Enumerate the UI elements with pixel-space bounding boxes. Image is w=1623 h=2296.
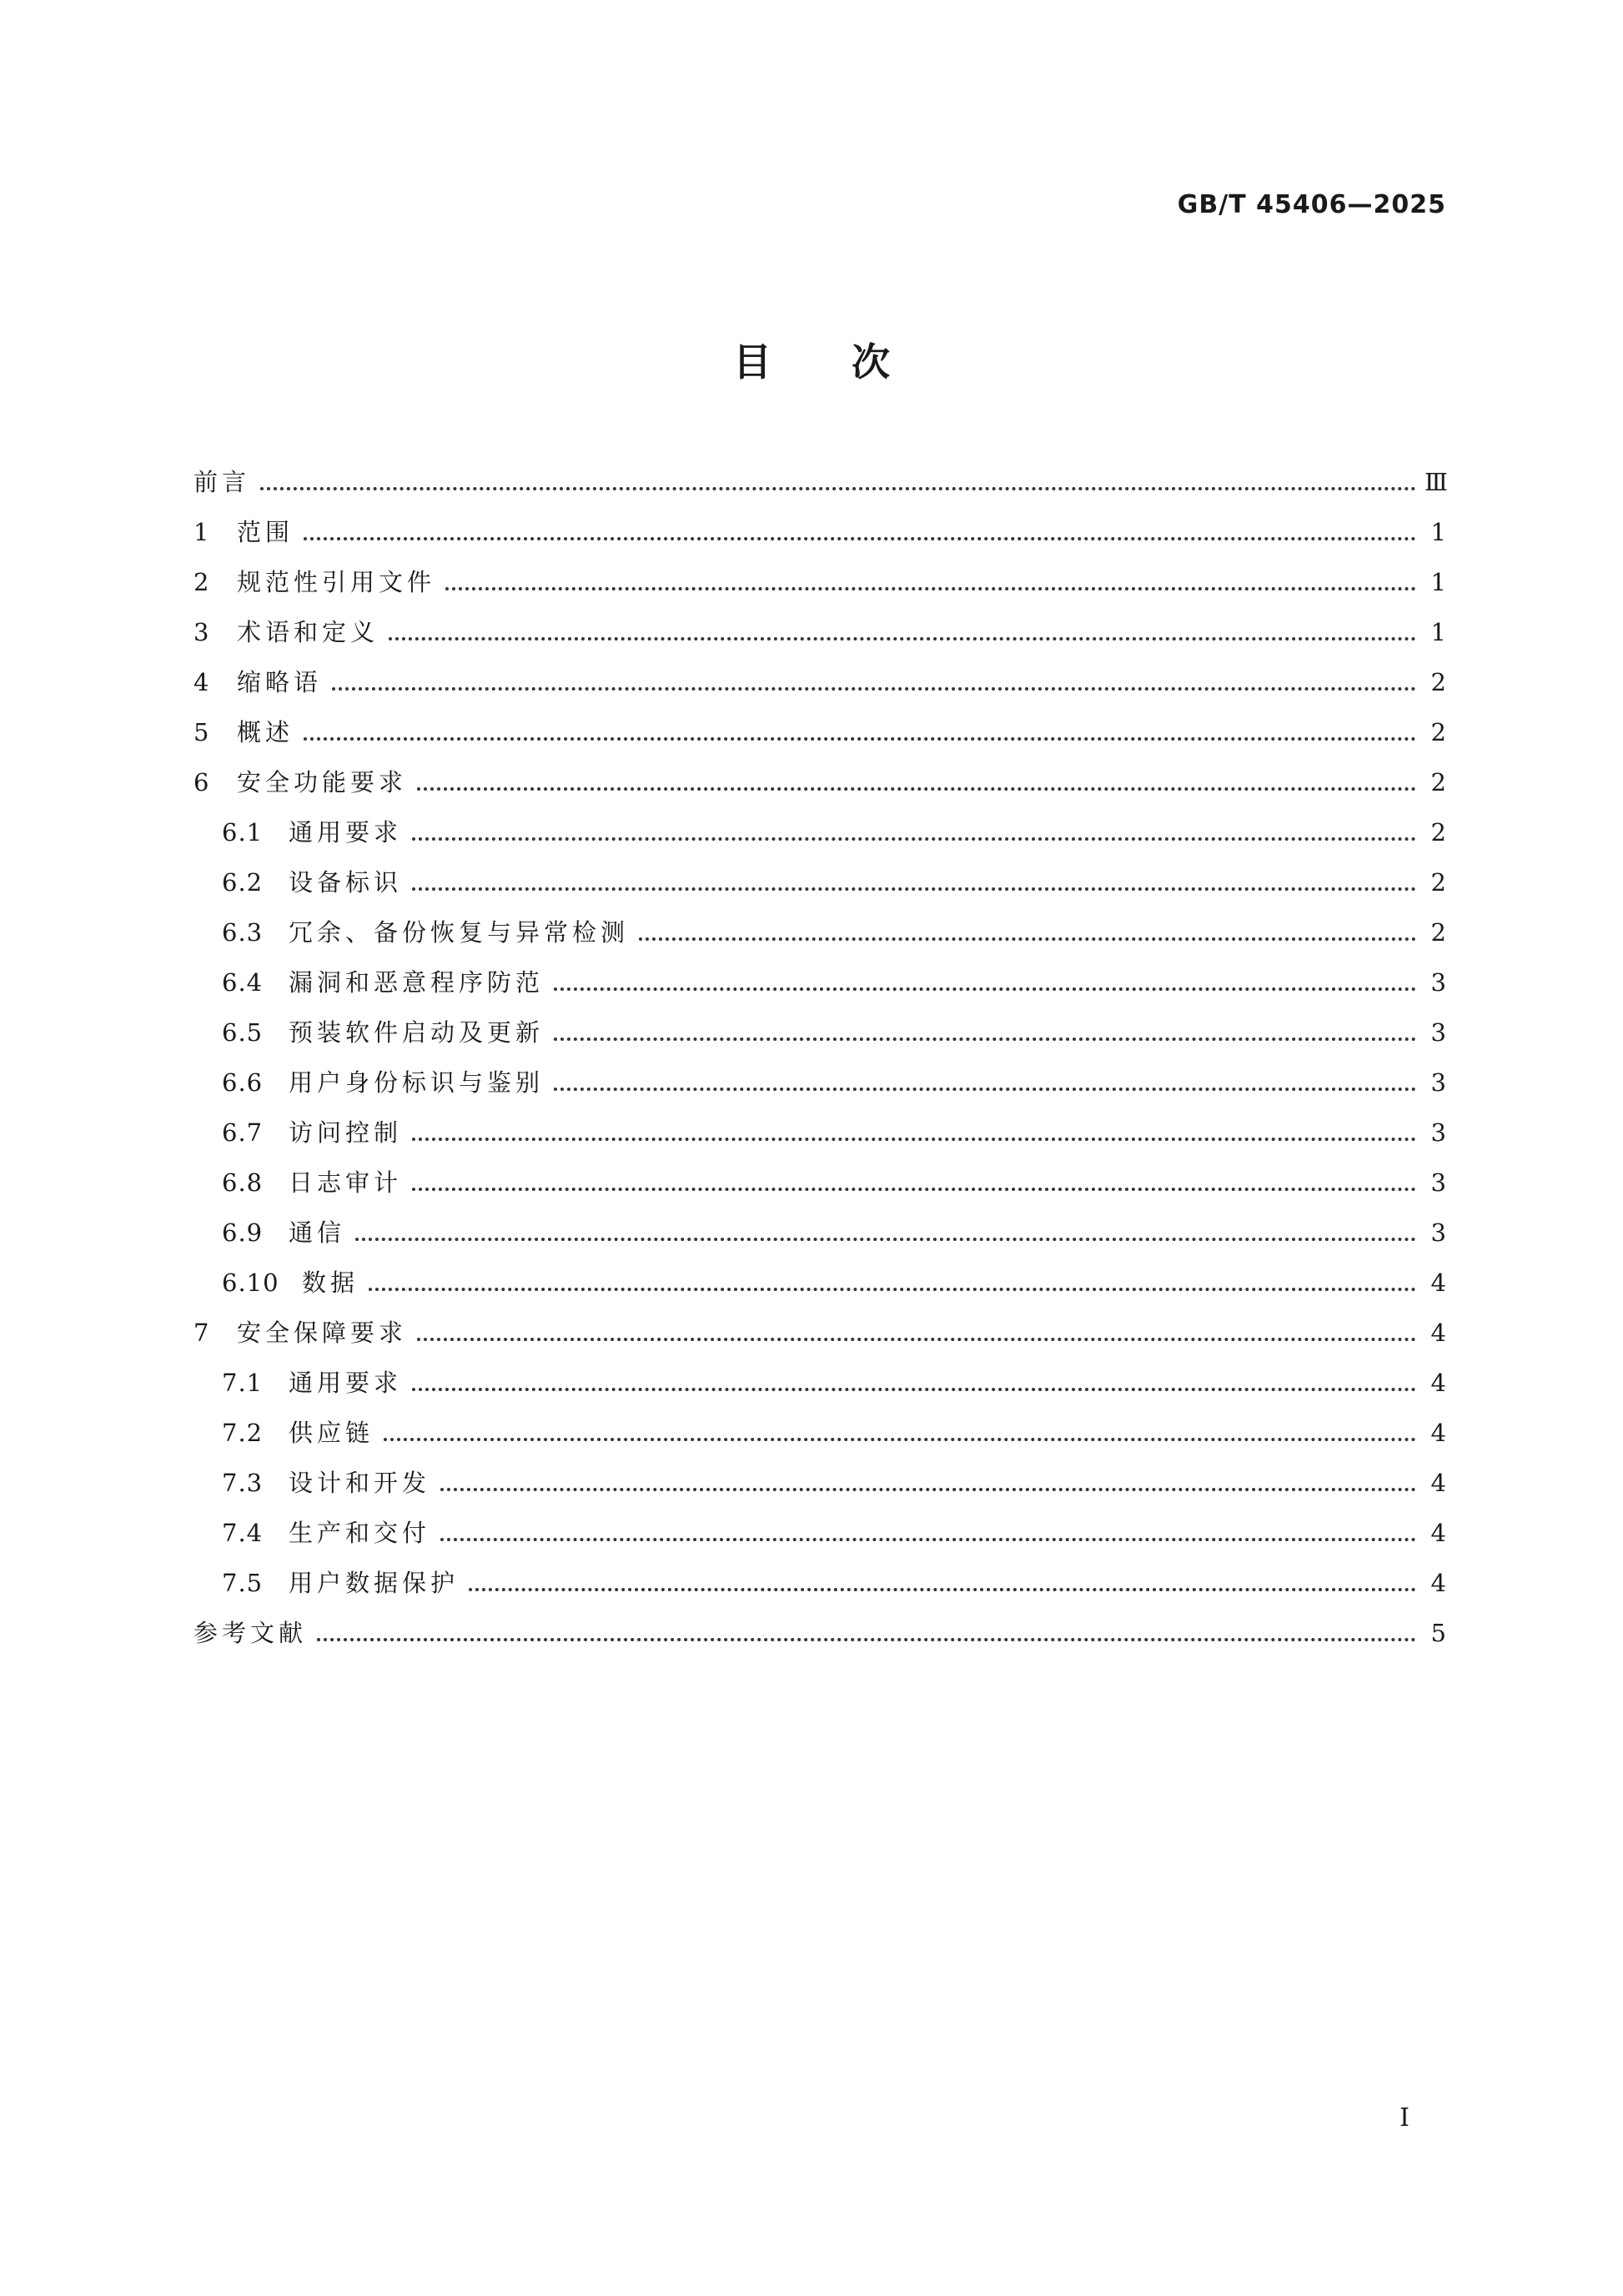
toc-dot-leader — [304, 737, 1416, 741]
toc-entry[interactable] — [193, 764, 1446, 814]
toc-entry-title: 通用要求 — [289, 1369, 403, 1397]
toc-entry-title: 生产和交付 — [289, 1519, 431, 1547]
toc-dot-leader — [417, 787, 1416, 791]
toc-entry[interactable] — [193, 664, 1446, 714]
toc-entry-title: 访问控制 — [289, 1118, 403, 1147]
toc-dot-leader — [417, 1338, 1416, 1341]
toc-entry-title: 供应链 — [289, 1419, 374, 1447]
toc-entry-number: 6 — [193, 768, 210, 796]
toc-entry-title: 设计和开发 — [289, 1469, 431, 1497]
toc-dot-leader — [304, 537, 1416, 540]
toc-entry-page: 3 — [1430, 968, 1446, 997]
toc-entry-page: 4 — [1430, 1519, 1446, 1547]
toc-subentry[interactable] — [193, 1064, 1446, 1114]
toc-subentry[interactable] — [193, 964, 1446, 1014]
toc-entry-page: 2 — [1430, 868, 1446, 897]
standard-code: GB/T 45406—2025 — [1177, 190, 1446, 219]
page-number: Ⅰ — [1399, 2103, 1409, 2133]
toc-entry-page: 3 — [1430, 1168, 1446, 1197]
toc-entry-number: 6.2 — [222, 868, 264, 897]
toc-subentry[interactable] — [193, 1515, 1446, 1565]
toc-subentry[interactable] — [193, 1565, 1446, 1615]
toc-dot-leader — [260, 487, 1416, 490]
toc-entry-number: 6.8 — [222, 1168, 264, 1197]
toc-entry-title: 设备标识 — [289, 868, 403, 897]
toc-entry-page: 2 — [1430, 718, 1446, 746]
toc-entry-page: 4 — [1430, 1269, 1446, 1297]
toc-entry-title: 通信 — [289, 1218, 346, 1247]
toc-entry-number: 7.5 — [222, 1569, 264, 1597]
toc-entry-title: 安全功能要求 — [237, 768, 408, 796]
toc-entry[interactable] — [193, 714, 1446, 764]
toc-entry-number: 7.1 — [222, 1369, 264, 1397]
toc-entry-title: 术语和定义 — [237, 618, 379, 646]
toc-entry-title: 通用要求 — [289, 818, 403, 847]
toc-entry[interactable] — [193, 1615, 1446, 1665]
toc-entry-title: 规范性引用文件 — [237, 568, 436, 596]
toc-dot-leader — [639, 937, 1416, 941]
toc-dot-leader — [412, 1138, 1416, 1141]
toc-dot-leader — [412, 1188, 1416, 1191]
toc-entry-number: 4 — [193, 668, 210, 696]
toc-entry-title: 用户身份标识与鉴别 — [289, 1068, 545, 1097]
toc-dot-leader — [332, 687, 1416, 691]
toc-dot-leader — [412, 1388, 1416, 1391]
toc-dot-leader — [445, 587, 1416, 590]
toc-entry-number: 1 — [193, 518, 210, 546]
toc-entry-page: 4 — [1430, 1419, 1446, 1447]
toc-entry-page: 4 — [1430, 1569, 1446, 1597]
toc-entry-page: 3 — [1430, 1218, 1446, 1247]
toc-entry-number: 6.10 — [222, 1269, 279, 1297]
toc-dot-leader — [369, 1288, 1416, 1291]
toc-entry[interactable] — [193, 464, 1446, 514]
toc-entry-page: 4 — [1430, 1369, 1446, 1397]
toc-entry-page: 3 — [1430, 1018, 1446, 1047]
toc-entry-title: 用户数据保护 — [289, 1569, 460, 1597]
toc-subentry[interactable] — [193, 1414, 1446, 1465]
toc-subentry[interactable] — [193, 814, 1446, 864]
toc-dot-leader — [317, 1638, 1416, 1641]
toc-entry-page: 4 — [1430, 1469, 1446, 1497]
toc-dot-leader — [412, 837, 1416, 841]
toc-entry-page: 2 — [1430, 818, 1446, 847]
toc-entry[interactable] — [193, 514, 1446, 564]
toc-subentry[interactable] — [193, 914, 1446, 964]
toc-entry-title: 预装软件启动及更新 — [289, 1018, 545, 1047]
toc-entry-page: 2 — [1430, 768, 1446, 796]
table-of-contents — [193, 464, 1446, 1665]
toc-entry-title: 冗余、备份恢复与异常检测 — [289, 918, 630, 947]
page-title: 目次 — [733, 339, 970, 384]
toc-dot-leader — [389, 637, 1416, 641]
toc-entry-number: 7 — [193, 1319, 210, 1347]
toc-entry-number: 6.5 — [222, 1018, 264, 1047]
toc-dot-leader — [554, 987, 1416, 991]
toc-entry-number: 2 — [193, 568, 210, 596]
toc-dot-leader — [355, 1238, 1416, 1241]
toc-entry-page: 4 — [1430, 1319, 1446, 1347]
toc-entry-number: 6.9 — [222, 1218, 264, 1247]
toc-entry-page: 2 — [1430, 668, 1446, 696]
toc-entry-title: 参考文献 — [193, 1619, 308, 1647]
toc-entry-title: 漏洞和恶意程序防范 — [289, 968, 545, 997]
toc-entry-number: 7.3 — [222, 1469, 264, 1497]
toc-entry-number: 6.7 — [222, 1118, 264, 1147]
toc-subentry[interactable] — [193, 1164, 1446, 1214]
toc-dot-leader — [469, 1588, 1416, 1591]
toc-entry-number: 3 — [193, 618, 210, 646]
toc-entry-number: 6.6 — [222, 1068, 264, 1097]
toc-entry-number: 5 — [193, 718, 210, 746]
toc-subentry[interactable] — [193, 1014, 1446, 1064]
toc-entry-number: 7.2 — [222, 1419, 264, 1447]
toc-entry[interactable] — [193, 1314, 1446, 1364]
toc-dot-leader — [440, 1488, 1416, 1491]
toc-subentry[interactable] — [193, 1264, 1446, 1314]
toc-entry-number: 7.4 — [222, 1519, 264, 1547]
toc-entry-title: 前言 — [193, 468, 251, 496]
toc-entry-number: 6.3 — [222, 918, 264, 947]
toc-subentry[interactable] — [193, 1214, 1446, 1264]
toc-entry-title: 数据 — [302, 1269, 359, 1297]
toc-entry-page: 1 — [1430, 618, 1446, 646]
toc-entry-page: 1 — [1430, 518, 1446, 546]
toc-entry-title: 缩略语 — [237, 668, 323, 696]
toc-entry-page: 3 — [1430, 1118, 1446, 1147]
toc-entry-page: 2 — [1430, 918, 1446, 947]
toc-dot-leader — [412, 887, 1416, 891]
toc-entry-page: 5 — [1430, 1619, 1446, 1647]
toc-subentry[interactable] — [193, 864, 1446, 914]
toc-entry-page: Ⅲ — [1425, 468, 1448, 496]
toc-entry-page: 1 — [1430, 568, 1446, 596]
toc-entry-number: 6.4 — [222, 968, 264, 997]
toc-entry-number: 6.1 — [222, 818, 264, 847]
toc-subentry[interactable] — [193, 1364, 1446, 1414]
toc-entry[interactable] — [193, 564, 1446, 614]
toc-entry-title: 日志审计 — [289, 1168, 403, 1197]
toc-entry-title: 概述 — [237, 718, 294, 746]
toc-dot-leader — [440, 1538, 1416, 1541]
toc-subentry[interactable] — [193, 1465, 1446, 1515]
toc-entry-title: 范围 — [237, 518, 294, 546]
toc-entry-title: 安全保障要求 — [237, 1319, 408, 1347]
toc-dot-leader — [384, 1438, 1416, 1441]
toc-dot-leader — [554, 1088, 1416, 1091]
toc-entry[interactable] — [193, 614, 1446, 664]
toc-entry-page: 3 — [1430, 1068, 1446, 1097]
toc-dot-leader — [554, 1037, 1416, 1041]
toc-subentry[interactable] — [193, 1114, 1446, 1164]
